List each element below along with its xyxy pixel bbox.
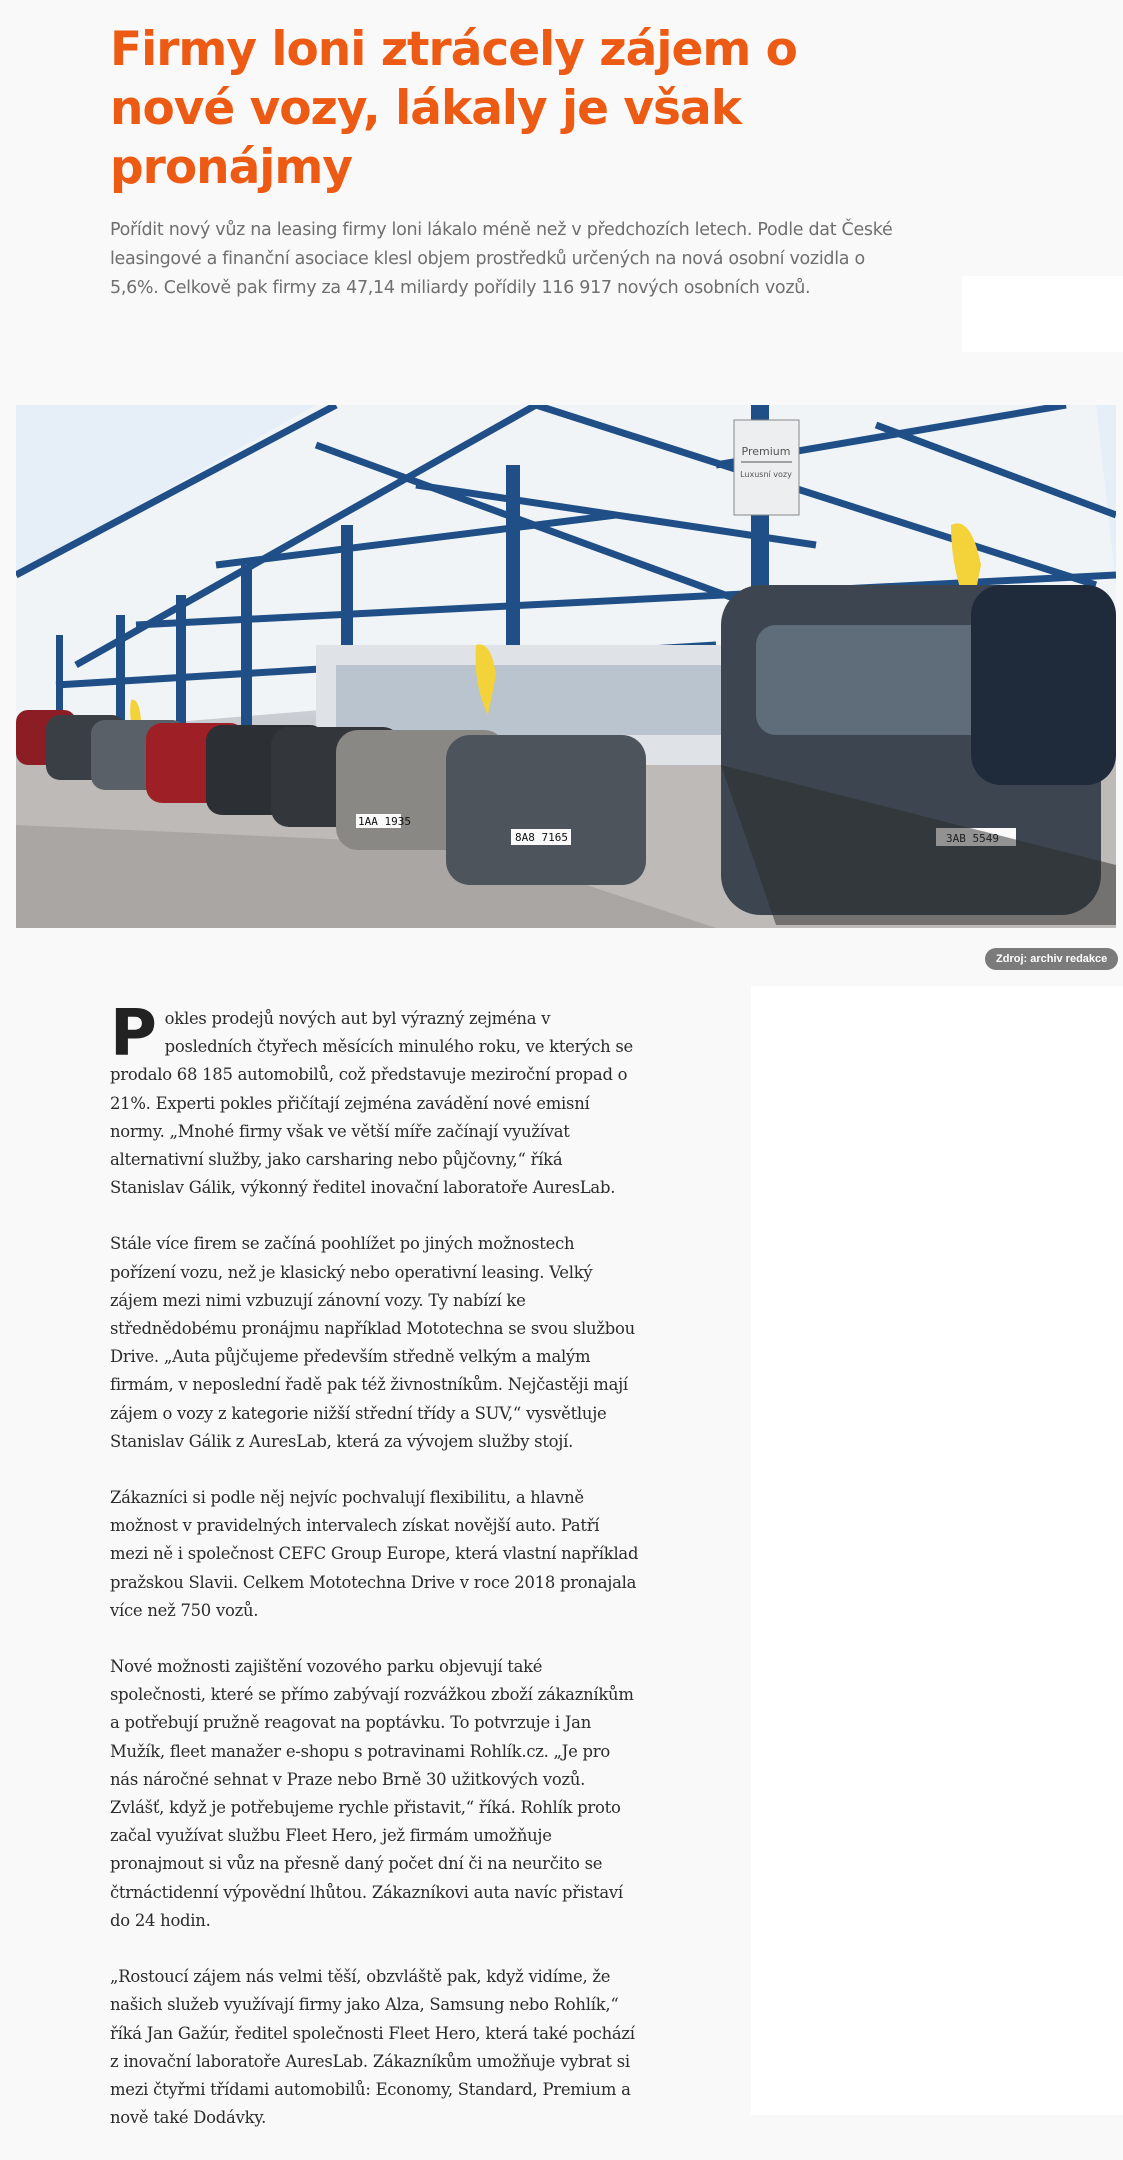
sidebar-column [751,986,1123,2115]
article-paragraph-2: Stále více firem se začíná poohlížet po jiných možnostech pořízení vozu, než je klasický nebo operativní leasing. Velký zájem mezi nimi vzbuzují zánovní vozy. Ty nabízí ke střednědobému pronájmu například Mototechna se svou službou Drive. „Auta půjčujeme především středně velkým a malým firmám, v neposlední řadě pak též živnostníkům. Nejčastěji mají zájem o vozy z kategorie nižší střední třídy a SUV,“ vysvětluje Stanislav Gálik z AuresLab, která za vývojem služby stojí. [110,1234,635,1451]
article-paragraph-3: Zákazníci si podle něj nejvíc pochvalují flexibilitu, a hlavně možnost v pravidelných intervalech získat novější auto. Patří mezi ně i společnost CEFC Group Europe, která vlastní například pražskou Slavii. Celkem Mototechna Drive v roce 2018 pronajala více než 750 vozů. [110,1488,639,1620]
svg-text:Premium: Premium [741,445,791,458]
svg-text:Luxusní vozy: Luxusní vozy [740,470,792,479]
drop-cap: P [110,997,157,1071]
svg-text:1AA 1935: 1AA 1935 [358,815,411,828]
photo-credit-badge: Zdroj: archiv redakce [985,948,1118,970]
svg-text:8A8 7165: 8A8 7165 [515,831,568,844]
car-lot-illustration [16,405,1116,928]
article-title: Firmy loni ztrácely zájem o nové vozy, lákaly je však pronájmy [110,22,797,195]
ad-placeholder [962,276,1123,352]
article-lead: Pořídit nový vůz na leasing firmy loni lákalo méně než v předchozích letech. Podle dat České leasingové a finanční asociace klesl objem prostředků určených na nová osobní vozidla o 5,6%. Celkově pak firmy za 47,14 miliardy pořídily 116 917 nových osobních vozů. [110,220,893,298]
article-body [110,997,640,2160]
premium-sign [734,420,799,515]
article-paragraph-5: „Rostoucí zájem nás velmi těší, obzvláště pak, když vidíme, že našich služeb využívají firmy jako Alza, Samsung nebo Rohlík,“ říká Jan Gažúr, ředitel společnosti Fleet Hero, která také pochází z inovační laboratoře AuresLab. Zákazníkům umožňuje vybrat si mezi čtyřmi třídami automobilů: Economy, Standard, Premium a nově také Dodávky. [110,1967,635,2128]
paragraph-text: okles prodejů nových aut byl výrazný zejména v posledních čtyřech měsících minulého roku, ve kterých se prodalo 68 185 automobilů, což představuje meziroční propad o 21%. Experti pokles přičítají zejména zavádění nové emisní normy. „Mnohé firmy však ve větší míře začínají využívat alternativní služby, jako carsharing nebo půjčovny,“ říká Stanislav Gálik, výkonný ředitel inovační laboratoře AuresLab. [110,1009,634,1198]
article-paragraph-4: Nové možnosti zajištění vozového parku objevují také společnosti, které se přímo zabývají rozvážkou zboží zákazníkům a potřebují pružně reagovat na poptávku. To potvrzuje i Jan Mužík, fleet manažer e-shopu s potravinami Rohlík.cz. „Je pro nás náročné sehnat v Praze nebo Brně 30 užitkových vozů. Zvlášť, když je potřebujeme rychle přistavit,“ říká. Rohlík proto začal využívat službu Fleet Hero, jež firmám umožňuje pronajmout si vůz na přesně daný počet dní či na neurčito se čtrnáctidenní výpovědní lhůtou. Zákazníkovi auta navíc přistaví do 24 hodin. [110,1657,634,1930]
article-paragraph-1 [110,997,640,1202]
article-photo[interactable] [16,405,1116,928]
